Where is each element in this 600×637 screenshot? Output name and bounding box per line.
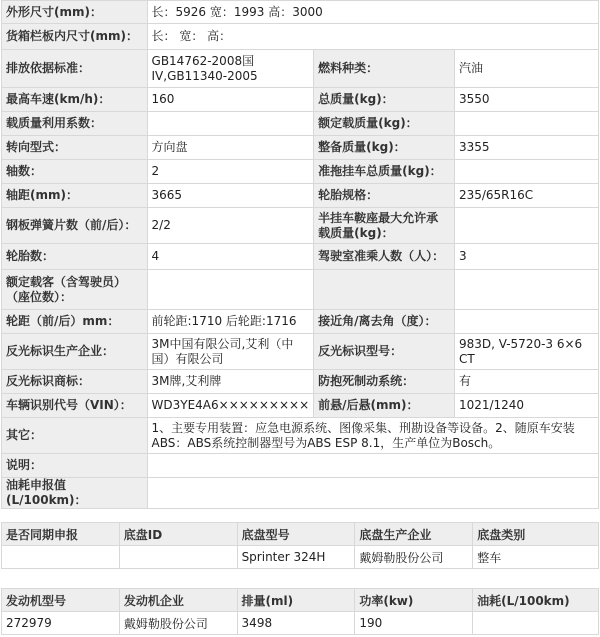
spec-value: 长：5926 宽：1993 高：3000 [147, 1, 598, 24]
chassis-row [2, 546, 599, 569]
spec-value [147, 112, 314, 136]
engine-cell: 戴姆勒股份公司 [119, 612, 237, 635]
spec-key [314, 270, 455, 310]
spec-value: 3550 [454, 88, 598, 112]
engine-header: 排量(ml) [237, 589, 355, 612]
spec-value [147, 270, 314, 310]
spec-key: 整备质量(kg)： [314, 136, 455, 160]
spec-key: 额定载客（含驾驶员）（座位数）： [2, 270, 148, 310]
spec-value: WD3YE4A6××××××××× [147, 394, 314, 418]
engine-header: 功率(kw) [355, 589, 473, 612]
spec-row [2, 244, 599, 270]
spec-row [2, 160, 599, 184]
chassis-header: 底盘生产企业 [355, 523, 473, 546]
engine-table [1, 588, 599, 635]
spec-key: 轴距(mm)： [2, 184, 148, 208]
engine-header: 发动机型号 [2, 589, 120, 612]
spec-key: 载质量利用系数： [2, 112, 148, 136]
spec-key: 接近角/离去角（度）： [314, 310, 455, 334]
spec-row [2, 184, 599, 208]
chassis-table [1, 522, 599, 569]
spec-row [2, 1, 599, 24]
spec-key: 油耗申报值(L/100km)： [2, 478, 148, 509]
spec-value: 前轮距:1710 后轮距:1716 [147, 310, 314, 334]
spec-row [2, 334, 599, 370]
spec-key: 轮胎规格： [314, 184, 455, 208]
chassis-header: 是否同期申报 [2, 523, 120, 546]
chassis-header-row [2, 523, 599, 546]
spec-key: 轴数： [2, 160, 148, 184]
spec-key: 转向型式： [2, 136, 148, 160]
engine-header: 油耗(L/100km) [473, 589, 599, 612]
spec-row [2, 310, 599, 334]
spec-value [454, 270, 598, 310]
spec-key: 车辆识别代号（VIN）： [2, 394, 148, 418]
spec-row [2, 370, 599, 394]
spec-row [2, 454, 599, 478]
spec-value: 1、主要专用装置：应急电源系统、图像采集、刑勘设备等设备。2、随原车安装ABS：ABS系统控制器型号为ABS ESP 8.1，生产单位为Bosch。 [147, 418, 598, 454]
spec-value: 有 [454, 370, 598, 394]
spec-key: 排放依据标准： [2, 50, 148, 88]
engine-header-row [2, 589, 599, 612]
spec-key: 轮距（前/后）mm： [2, 310, 148, 334]
chassis-cell: 整车 [473, 546, 599, 569]
chassis-header: 底盘ID [119, 523, 237, 546]
spec-key: 额定载质量(kg)： [314, 112, 455, 136]
spec-value: 3355 [454, 136, 598, 160]
spec-value: 方向盘 [147, 136, 314, 160]
spec-value: 2/2 [147, 208, 314, 244]
spec-key: 最高车速(km/h)： [2, 88, 148, 112]
spec-value: 3M中国有限公司,艾利（中国）有限公司 [147, 334, 314, 370]
spec-row [2, 112, 599, 136]
spec-row [2, 270, 599, 310]
chassis-cell [119, 546, 237, 569]
spec-value: GB14762-2008国IV,GB11340-2005 [147, 50, 314, 88]
spec-value [147, 478, 598, 509]
spec-row [2, 208, 599, 244]
spec-key: 反光标识商标： [2, 370, 148, 394]
engine-cell [473, 612, 599, 635]
spec-row [2, 136, 599, 160]
spec-key: 准拖挂车总质量(kg)： [314, 160, 455, 184]
spec-key: 外形尺寸(mm)： [2, 1, 148, 24]
chassis-cell: 戴姆勒股份公司 [355, 546, 473, 569]
spec-key: 总质量(kg)： [314, 88, 455, 112]
chassis-header: 底盘类别 [473, 523, 599, 546]
spec-key: 半挂车鞍座最大允许承载质量(kg)： [314, 208, 455, 244]
spec-value: 1021/1240 [454, 394, 598, 418]
vehicle-spec-table [1, 0, 599, 509]
spec-value [454, 310, 598, 334]
spec-value: 983D, V-5720-3 6×6 CT [454, 334, 598, 370]
spec-value: 汽油 [454, 50, 598, 88]
engine-header: 发动机企业 [119, 589, 237, 612]
spec-key: 说明： [2, 454, 148, 478]
chassis-header: 底盘型号 [237, 523, 355, 546]
spec-row [2, 50, 599, 88]
spec-key: 驾驶室准乘人数（人）： [314, 244, 455, 270]
spec-key: 反光标识型号： [314, 334, 455, 370]
engine-cell: 272979 [2, 612, 120, 635]
spec-value: 235/65R16C [454, 184, 598, 208]
spec-value: 4 [147, 244, 314, 270]
spec-key: 其它： [2, 418, 148, 454]
spec-value: 160 [147, 88, 314, 112]
spec-key: 前悬/后悬(mm)： [314, 394, 455, 418]
engine-row [2, 612, 599, 635]
spec-key: 货箱栏板内尺寸(mm)： [2, 24, 148, 50]
spec-value [454, 112, 598, 136]
spec-value: 2 [147, 160, 314, 184]
spec-row [2, 418, 599, 454]
spec-value: 3M牌,艾利牌 [147, 370, 314, 394]
spec-key: 燃料种类： [314, 50, 455, 88]
engine-cell: 190 [355, 612, 473, 635]
spec-value [454, 208, 598, 244]
chassis-cell: Sprinter 324H [237, 546, 355, 569]
spec-value: 3665 [147, 184, 314, 208]
spec-row [2, 394, 599, 418]
spec-row [2, 24, 599, 50]
spec-key: 反光标识生产企业： [2, 334, 148, 370]
spec-row [2, 478, 599, 509]
spec-value: 3 [454, 244, 598, 270]
spec-key: 防抱死制动系统： [314, 370, 455, 394]
spec-value [147, 454, 598, 478]
spec-row [2, 88, 599, 112]
chassis-cell [2, 546, 120, 569]
spec-key: 钢板弹簧片数（前/后）： [2, 208, 148, 244]
spec-value [454, 160, 598, 184]
spec-value: 长： 宽： 高： [147, 24, 598, 50]
engine-cell: 3498 [237, 612, 355, 635]
spec-key: 轮胎数： [2, 244, 148, 270]
